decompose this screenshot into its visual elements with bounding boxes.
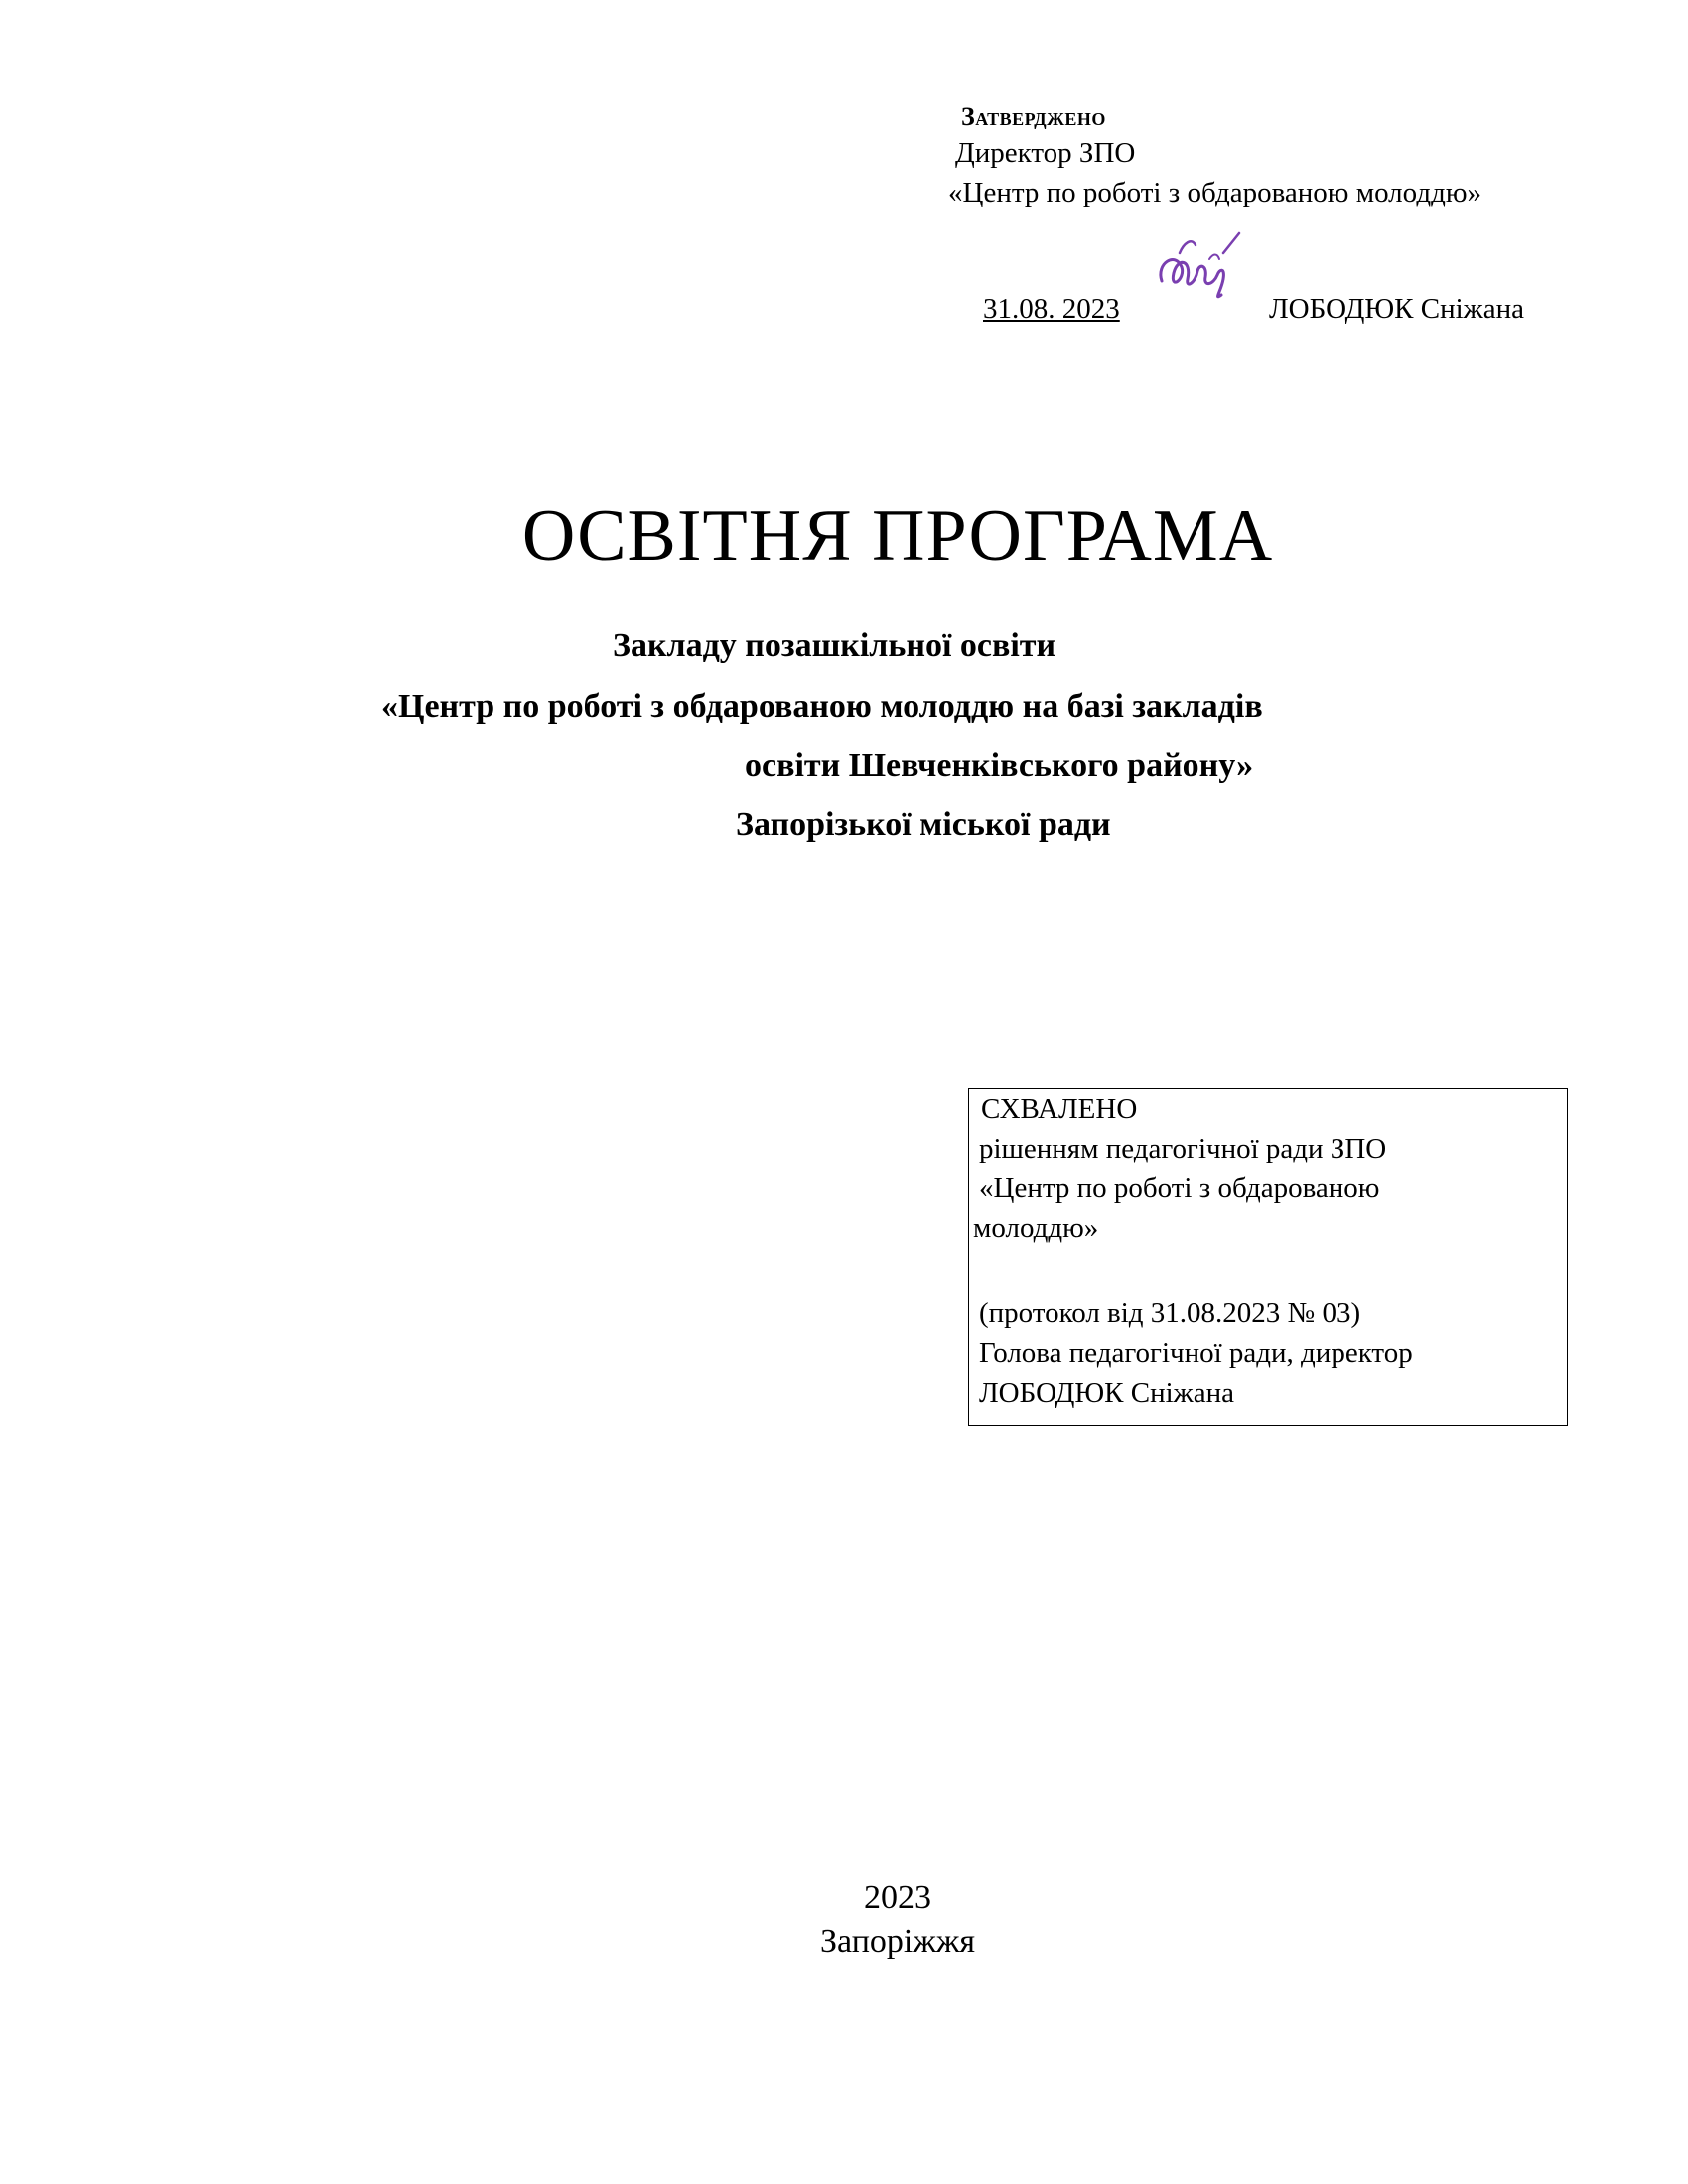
approval-position: Директор ЗПО [955,137,1136,169]
council-line-2: «Центр по роботі з обдарованою [979,1172,1380,1204]
approval-stamp: Затверджено [961,102,1106,131]
footer-city: Запоріжжя [820,1923,975,1960]
approval-director-name: ЛОБОДЮК Сніжана [1269,293,1524,325]
council-heading: СХВАЛЕНО [981,1093,1138,1125]
program-title: ОСВІТНЯ ПРОГРАМА [521,495,1274,577]
council-chair: Голова педагогічної ради, директор [979,1337,1413,1369]
council-line-3: молоддю» [973,1212,1099,1244]
council-approval-box [968,1088,1568,1426]
subtitle-line-4: Запорізької міської ради [736,806,1111,843]
subtitle-line-1: Закладу позашкільної освіти [613,627,1056,664]
approval-organization: «Центр по роботі з обдарованою молоддю» [948,177,1481,208]
footer-year: 2023 [864,1879,931,1916]
council-name: ЛОБОДЮК Сніжана [979,1377,1234,1409]
subtitle-line-3: освіти Шевченківського району» [745,748,1254,784]
subtitle-line-2: «Центр по роботі з обдарованою молоддю на базі закладів [381,688,1263,725]
council-protocol: (протокол від 31.08.2023 № 03) [979,1297,1361,1329]
signature-image [1152,223,1251,305]
council-line-1: рішенням педагогічної ради ЗПО [979,1133,1387,1164]
approval-date: 31.08. 2023 [983,293,1120,325]
